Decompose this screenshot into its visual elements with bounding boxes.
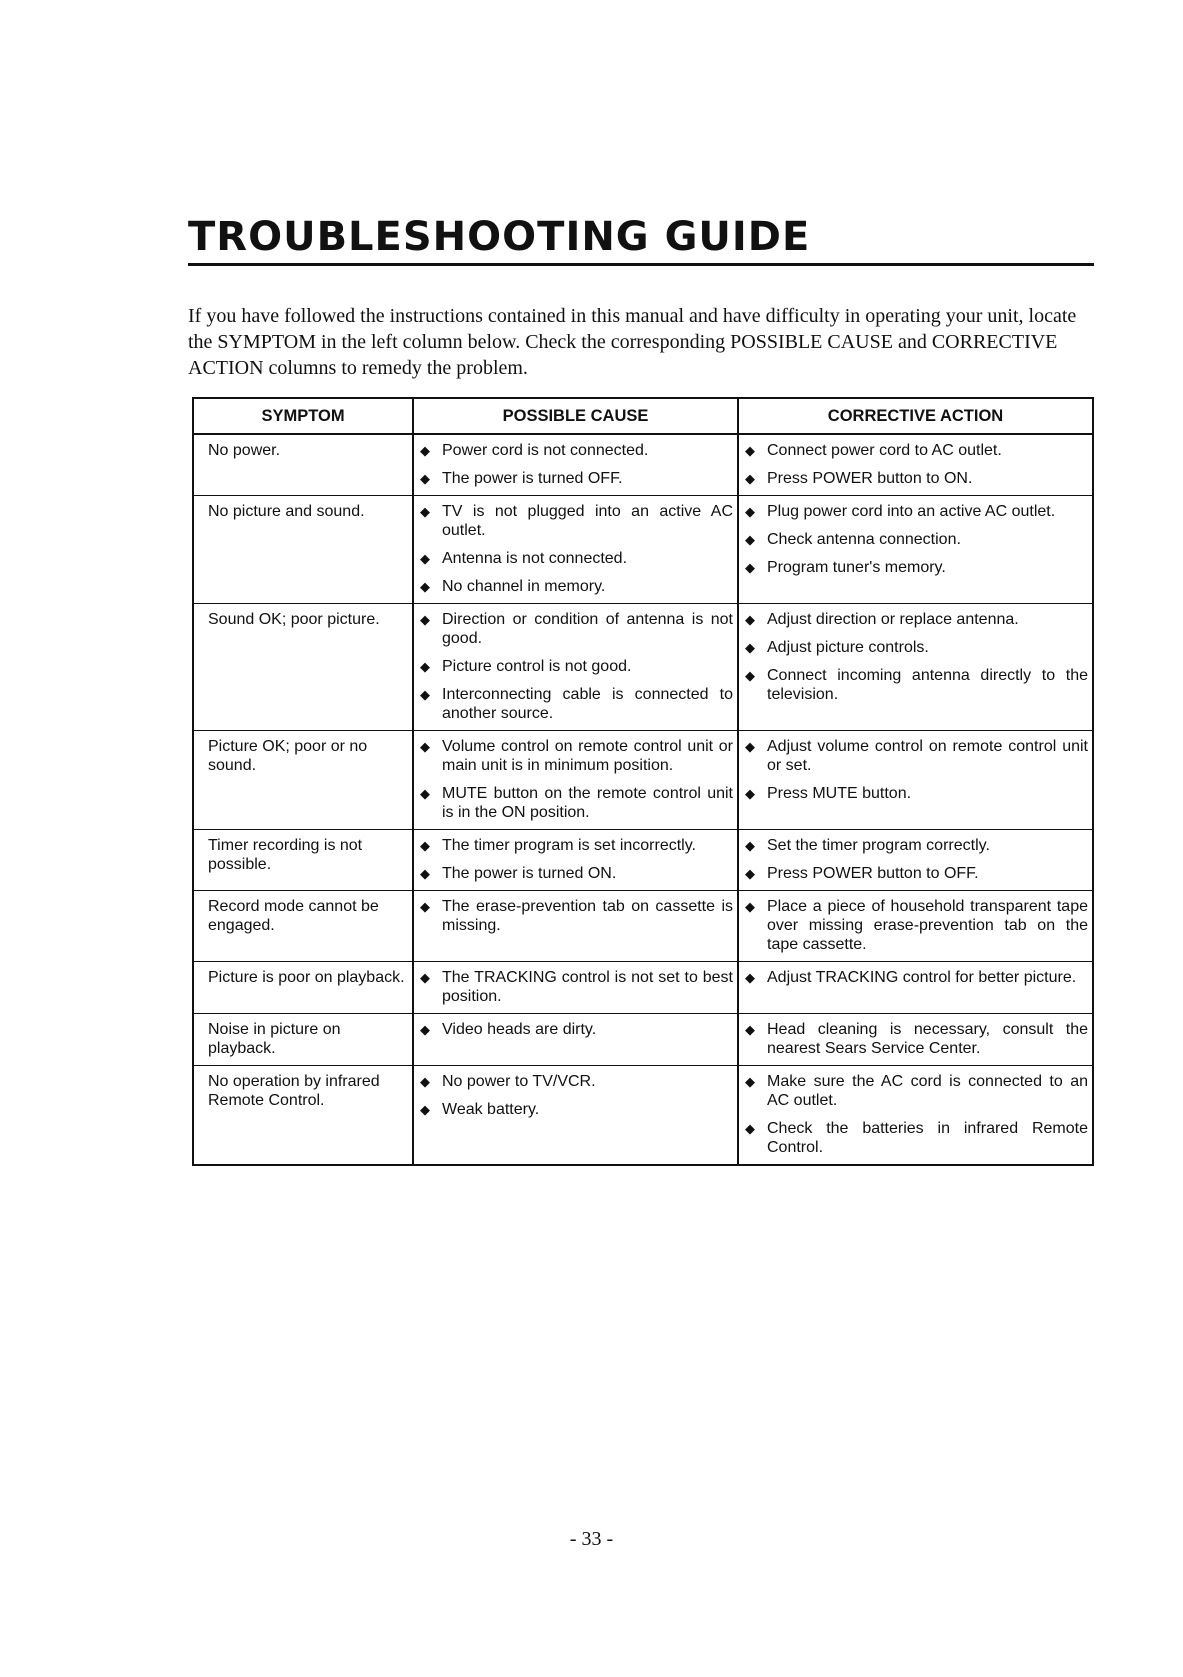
symptom-cell: No power. xyxy=(193,434,413,496)
corrective-action-item xyxy=(745,737,1088,775)
possible-cause-item xyxy=(420,610,733,648)
possible-cause-text: The TRACKING control is not set to best position. xyxy=(442,969,733,1005)
corrective-action-cell xyxy=(738,830,1093,891)
diamond-bullet-icon: ◆ xyxy=(420,471,430,486)
table-row xyxy=(193,1014,1093,1066)
diamond-bullet-icon: ◆ xyxy=(745,471,755,486)
corrective-action-item xyxy=(745,469,1088,488)
possible-cause-text: Weak battery. xyxy=(442,1101,540,1118)
corrective-action-text: Adjust direction or replace antenna. xyxy=(767,611,1019,628)
possible-cause-cell xyxy=(413,604,738,731)
possible-cause-item xyxy=(420,469,733,488)
corrective-action-item xyxy=(745,968,1088,987)
intro-paragraph: If you have followed the instructions contained in this manual and have difficulty in operating your unit, locate the SYMPTOM in the left column below. Check the corresponding POSSIBLE CAUSE and CORRECTIVE ACTION columns to remedy the problem. xyxy=(188,305,1077,379)
corrective-action-text: Check antenna connection. xyxy=(767,531,961,548)
symptom-cell: Noise in picture on playback. xyxy=(193,1014,413,1066)
table-header-row xyxy=(193,398,1093,434)
possible-cause-text: The power is turned OFF. xyxy=(442,470,623,487)
diamond-bullet-icon: ◆ xyxy=(420,899,430,914)
table-row xyxy=(193,1066,1093,1166)
possible-cause-text: Volume control on remote control unit or main unit is in minimum position. xyxy=(442,738,733,774)
possible-cause-text: TV is not plugged into an active AC outlet. xyxy=(442,503,733,539)
corrective-action-text: Make sure the AC cord is connected to an AC outlet. xyxy=(767,1073,1088,1109)
possible-cause-cell xyxy=(413,434,738,496)
diamond-bullet-icon: ◆ xyxy=(420,443,430,458)
diamond-bullet-icon: ◆ xyxy=(420,551,430,566)
symptom-cell: No picture and sound. xyxy=(193,496,413,604)
possible-cause-item xyxy=(420,1072,733,1091)
possible-cause-text: MUTE button on the remote control unit is in the ON position. xyxy=(442,785,733,821)
symptom-cell: Picture is poor on playback. xyxy=(193,962,413,1014)
corrective-action-text: Press MUTE button. xyxy=(767,785,912,802)
diamond-bullet-icon: ◆ xyxy=(420,579,430,594)
possible-cause-text: Direction or condition of antenna is not good. xyxy=(442,611,733,647)
possible-cause-item xyxy=(420,577,733,596)
diamond-bullet-icon: ◆ xyxy=(420,786,430,801)
header-symptom: SYMPTOM xyxy=(193,398,413,434)
diamond-bullet-icon: ◆ xyxy=(745,443,755,458)
diamond-bullet-icon: ◆ xyxy=(745,899,755,914)
corrective-action-item xyxy=(745,666,1088,704)
diamond-bullet-icon: ◆ xyxy=(745,532,755,547)
possible-cause-cell xyxy=(413,891,738,962)
corrective-action-item xyxy=(745,638,1088,657)
diamond-bullet-icon: ◆ xyxy=(745,668,755,683)
diamond-bullet-icon: ◆ xyxy=(420,838,430,853)
symptom-cell: Record mode cannot be engaged. xyxy=(193,891,413,962)
possible-cause-cell xyxy=(413,731,738,830)
possible-cause-item xyxy=(420,968,733,1006)
diamond-bullet-icon: ◆ xyxy=(420,1022,430,1037)
symptom-cell: No operation by infrared Remote Control. xyxy=(193,1066,413,1166)
table-row xyxy=(193,891,1093,962)
diamond-bullet-icon: ◆ xyxy=(745,640,755,655)
corrective-action-item xyxy=(745,610,1088,629)
possible-cause-item xyxy=(420,737,733,775)
corrective-action-cell xyxy=(738,891,1093,962)
possible-cause-item xyxy=(420,657,733,676)
possible-cause-item xyxy=(420,1100,733,1119)
possible-cause-text: The erase-prevention tab on cassette is missing. xyxy=(442,898,733,934)
diamond-bullet-icon: ◆ xyxy=(420,687,430,702)
diamond-bullet-icon: ◆ xyxy=(420,866,430,881)
table-row xyxy=(193,962,1093,1014)
page-title: TROUBLESHOOTING GUIDE xyxy=(188,214,811,260)
table-row xyxy=(193,604,1093,731)
diamond-bullet-icon: ◆ xyxy=(745,560,755,575)
corrective-action-cell xyxy=(738,1066,1093,1166)
symptom-cell: Timer recording is not possible. xyxy=(193,830,413,891)
diamond-bullet-icon: ◆ xyxy=(745,1121,755,1136)
possible-cause-cell xyxy=(413,962,738,1014)
corrective-action-cell xyxy=(738,604,1093,731)
corrective-action-text: Connect power cord to AC outlet. xyxy=(767,442,1002,459)
table-row xyxy=(193,731,1093,830)
corrective-action-text: Head cleaning is necessary, consult the nearest Sears Service Center. xyxy=(767,1021,1088,1057)
corrective-action-item xyxy=(745,1020,1088,1058)
corrective-action-text: Press POWER button to ON. xyxy=(767,470,973,487)
possible-cause-text: Interconnecting cable is connected to another source. xyxy=(442,686,733,722)
diamond-bullet-icon: ◆ xyxy=(420,739,430,754)
possible-cause-text: Antenna is not connected. xyxy=(442,550,628,567)
corrective-action-text: Program tuner's memory. xyxy=(767,559,946,576)
possible-cause-text: No channel in memory. xyxy=(442,578,606,595)
diamond-bullet-icon: ◆ xyxy=(745,786,755,801)
corrective-action-cell xyxy=(738,1014,1093,1066)
corrective-action-text: Set the timer program correctly. xyxy=(767,837,990,854)
diamond-bullet-icon: ◆ xyxy=(420,659,430,674)
corrective-action-item xyxy=(745,864,1088,883)
possible-cause-item xyxy=(420,502,733,540)
corrective-action-cell xyxy=(738,962,1093,1014)
possible-cause-item xyxy=(420,897,733,935)
possible-cause-cell xyxy=(413,496,738,604)
corrective-action-item xyxy=(745,1119,1088,1157)
table-row xyxy=(193,434,1093,496)
corrective-action-item xyxy=(745,784,1088,803)
corrective-action-text: Plug power cord into an active AC outlet. xyxy=(767,503,1056,520)
possible-cause-cell xyxy=(413,1014,738,1066)
page-number: - 33 - xyxy=(569,1528,614,1550)
corrective-action-item xyxy=(745,1072,1088,1110)
possible-cause-item xyxy=(420,836,733,855)
possible-cause-text: No power to TV/VCR. xyxy=(442,1073,596,1090)
corrective-action-item xyxy=(745,897,1088,954)
possible-cause-item xyxy=(420,549,733,568)
possible-cause-item xyxy=(420,441,733,460)
diamond-bullet-icon: ◆ xyxy=(420,1102,430,1117)
diamond-bullet-icon: ◆ xyxy=(745,504,755,519)
possible-cause-item xyxy=(420,685,733,723)
possible-cause-cell xyxy=(413,1066,738,1166)
diamond-bullet-icon: ◆ xyxy=(745,1022,755,1037)
symptom-cell: Picture OK; poor or no sound. xyxy=(193,731,413,830)
diamond-bullet-icon: ◆ xyxy=(420,1074,430,1089)
diamond-bullet-icon: ◆ xyxy=(745,970,755,985)
corrective-action-item xyxy=(745,558,1088,577)
diamond-bullet-icon: ◆ xyxy=(420,612,430,627)
header-possible-cause: POSSIBLE CAUSE xyxy=(413,398,738,434)
symptom-cell: Sound OK; poor picture. xyxy=(193,604,413,731)
possible-cause-item xyxy=(420,784,733,822)
diamond-bullet-icon: ◆ xyxy=(745,612,755,627)
corrective-action-cell xyxy=(738,496,1093,604)
corrective-action-text: Check the batteries in infrared Remote Control. xyxy=(767,1120,1088,1156)
corrective-action-item xyxy=(745,502,1088,521)
diamond-bullet-icon: ◆ xyxy=(745,739,755,754)
diamond-bullet-icon: ◆ xyxy=(745,1074,755,1089)
possible-cause-cell xyxy=(413,830,738,891)
corrective-action-cell xyxy=(738,731,1093,830)
corrective-action-text: Adjust volume control on remote control unit or set. xyxy=(767,738,1088,774)
corrective-action-item xyxy=(745,530,1088,549)
header-corrective-action: CORRECTIVE ACTION xyxy=(738,398,1093,434)
possible-cause-item xyxy=(420,864,733,883)
diamond-bullet-icon: ◆ xyxy=(745,838,755,853)
diamond-bullet-icon: ◆ xyxy=(745,866,755,881)
corrective-action-text: Connect incoming antenna directly to the television. xyxy=(767,667,1088,703)
possible-cause-item xyxy=(420,1020,733,1039)
diamond-bullet-icon: ◆ xyxy=(420,970,430,985)
corrective-action-text: Adjust picture controls. xyxy=(767,639,929,656)
corrective-action-text: Place a piece of household transparent tape over missing erase-prevention tab on the tape cassette. xyxy=(767,898,1088,953)
corrective-action-cell xyxy=(738,434,1093,496)
table-body xyxy=(193,434,1093,1165)
diamond-bullet-icon: ◆ xyxy=(420,504,430,519)
table-row xyxy=(193,830,1093,891)
table-row xyxy=(193,496,1093,604)
troubleshooting-table xyxy=(192,397,1094,1166)
possible-cause-text: Power cord is not connected. xyxy=(442,442,649,459)
corrective-action-text: Press POWER button to OFF. xyxy=(767,865,979,882)
possible-cause-text: The power is turned ON. xyxy=(442,865,617,882)
possible-cause-text: Video heads are dirty. xyxy=(442,1021,597,1038)
corrective-action-text: Adjust TRACKING control for better picture. xyxy=(767,969,1077,986)
possible-cause-text: The timer program is set incorrectly. xyxy=(442,837,696,854)
possible-cause-text: Picture control is not good. xyxy=(442,658,632,675)
corrective-action-item xyxy=(745,836,1088,855)
corrective-action-item xyxy=(745,441,1088,460)
title-underline xyxy=(188,263,1094,266)
